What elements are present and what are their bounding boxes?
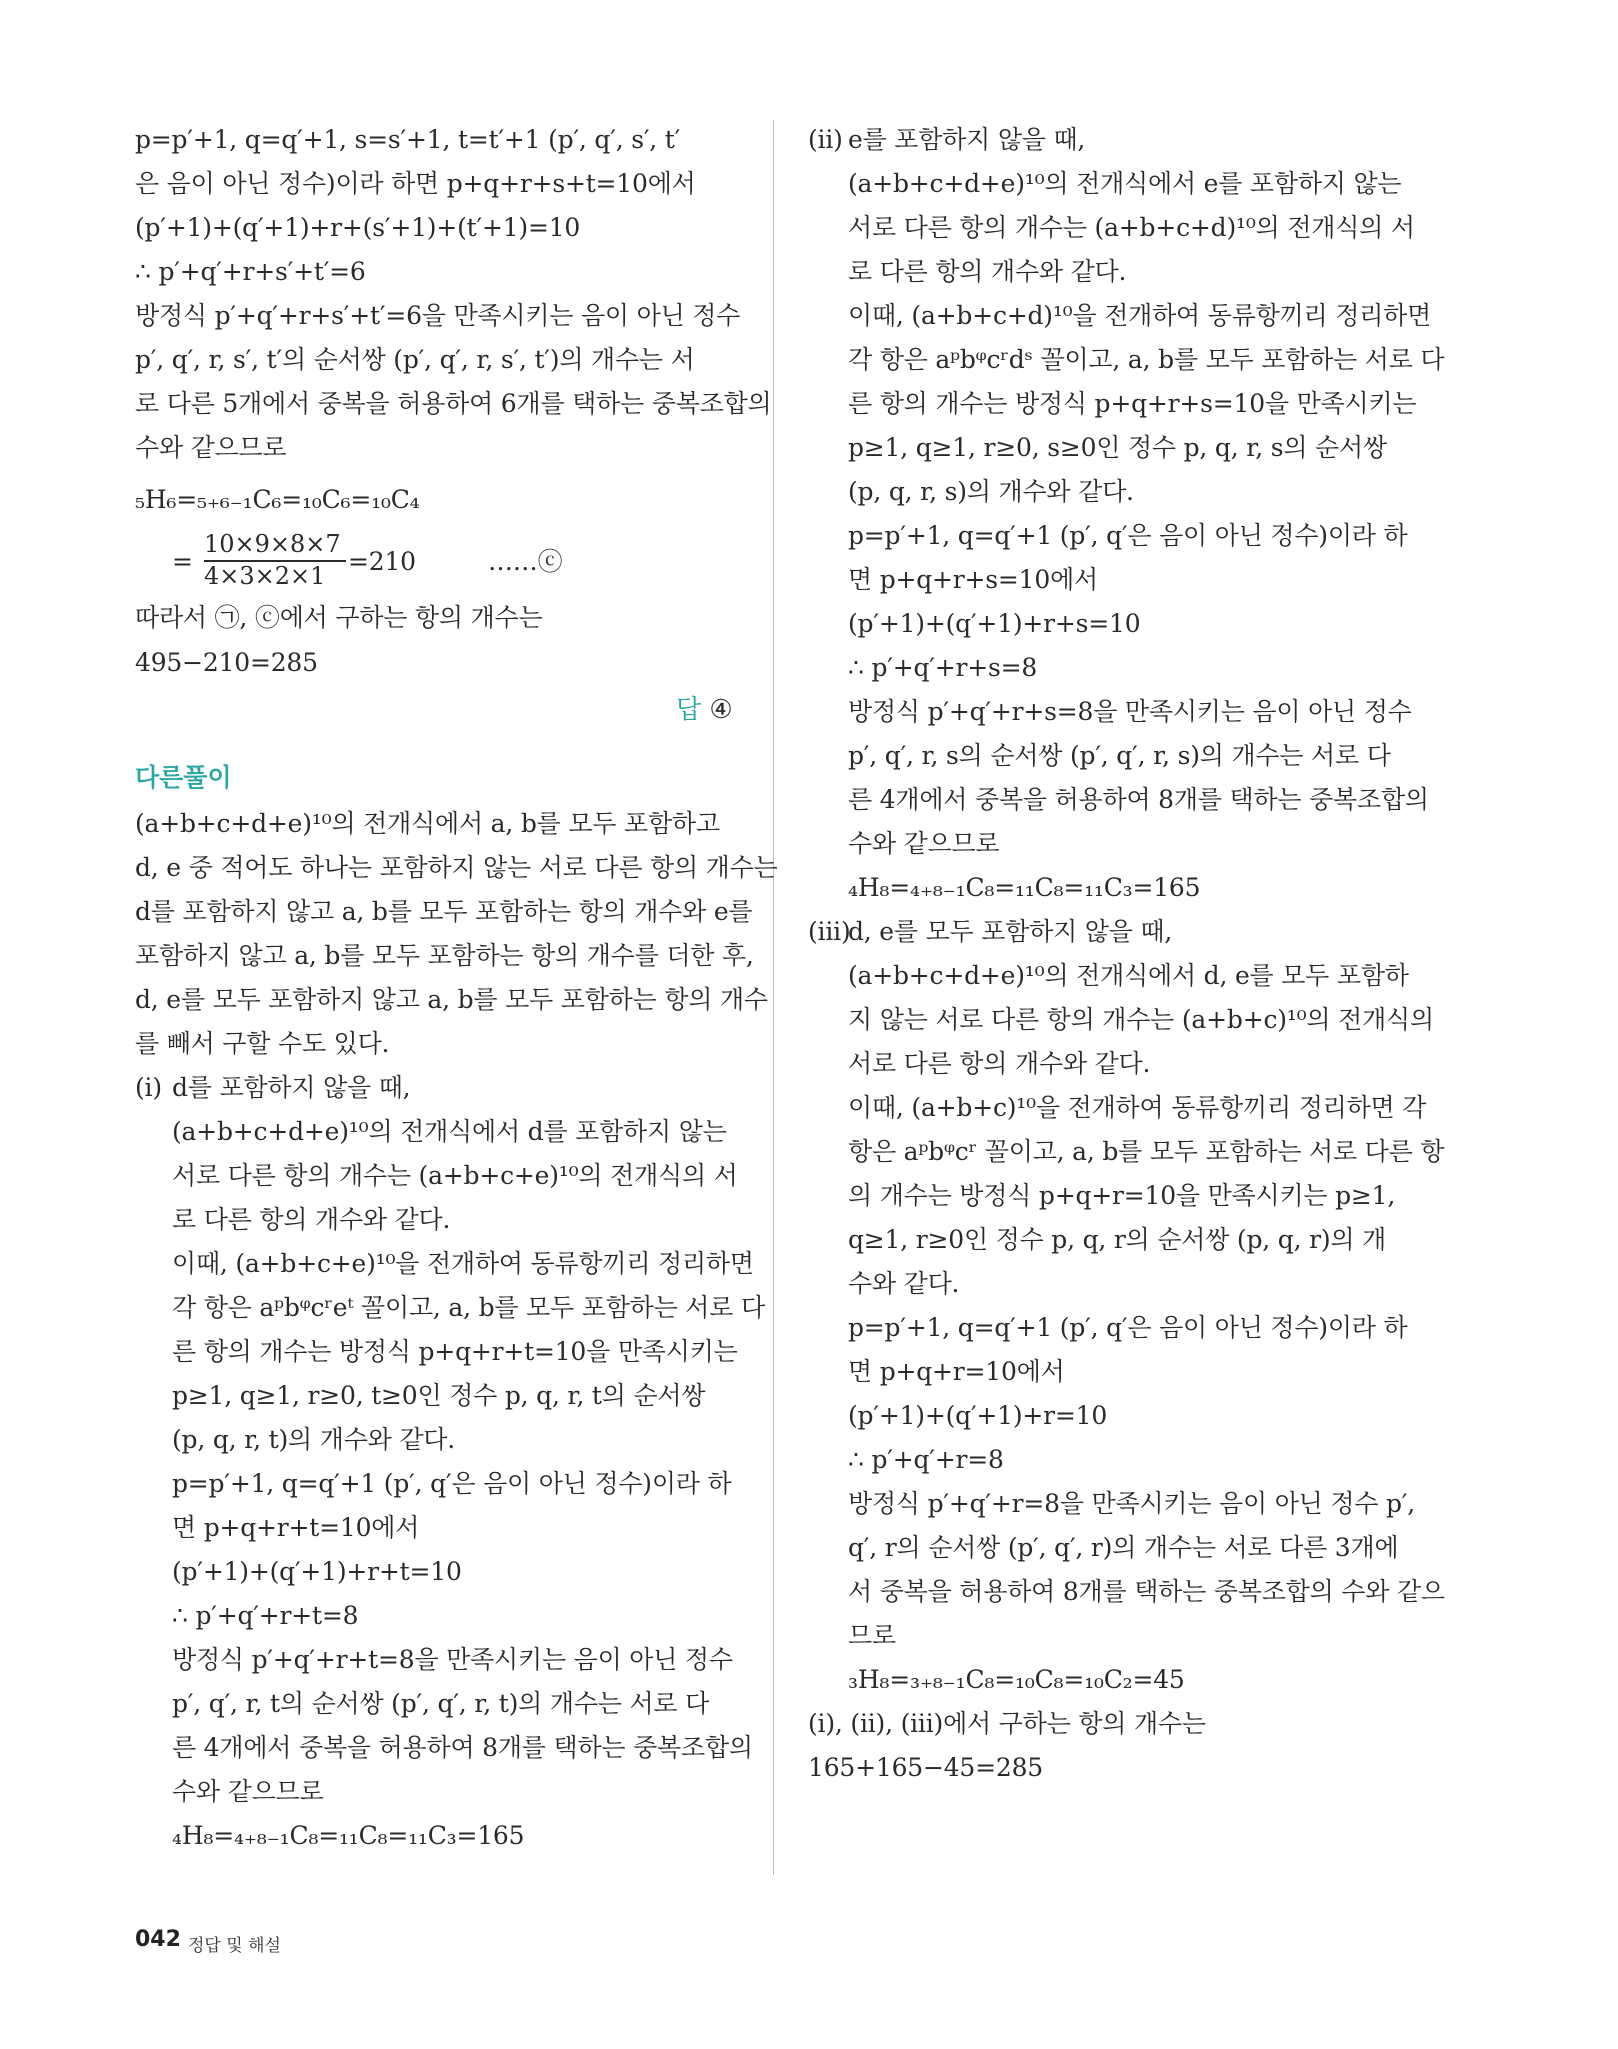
- text-line: (p, q, r, s)의 개수와 같다.: [848, 477, 1134, 506]
- text-line: 수와 같으므로: [135, 433, 287, 462]
- text-line: 이때, (a+b+c)¹⁰을 전개하여 동류항끼리 정리하면 각: [848, 1093, 1427, 1122]
- formula-line: ₃H₈=₃₊₈₋₁C₈=₁₀C₈=₁₀C₂=45: [848, 1665, 1185, 1694]
- text-line: 로 다른 항의 개수와 같다.: [172, 1205, 451, 1234]
- fraction: [204, 530, 346, 592]
- fraction-numerator: 10×9×8×7: [204, 530, 341, 558]
- text-line: p=p′+1, q=q′+1 (p′, q′은 음이 아닌 정수)이라 하: [848, 1313, 1408, 1342]
- text-line: p=p′+1, q=q′+1 (p′, q′은 음이 아닌 정수)이라 하: [172, 1469, 732, 1498]
- formula-line: ₅H₆=₅₊₆₋₁C₆=₁₀C₆=₁₀C₄: [135, 485, 420, 514]
- text-line: (a+b+c+d+e)¹⁰의 전개식에서 d, e를 모두 포함하: [848, 961, 1409, 990]
- text-line: 항은 aᵖbᵠcʳ 꼴이고, a, b를 모두 포함하는 서로 다른 항: [848, 1137, 1445, 1166]
- text-line: 른 항의 개수는 방정식 p+q+r+s=10을 만족시키는: [848, 389, 1417, 418]
- text-line: 므로: [848, 1621, 896, 1650]
- text-line: 수와 같다.: [848, 1269, 960, 1298]
- text-line: 방정식 p′+q′+r=8을 만족시키는 음이 아닌 정수 p′,: [848, 1489, 1416, 1518]
- page-number: 042: [135, 1927, 181, 1952]
- text-line: 를 빼서 구할 수도 있다.: [135, 1029, 390, 1058]
- text-line: 서로 다른 항의 개수와 같다.: [848, 1049, 1151, 1078]
- text-line: 따라서 ㉠, ⓒ에서 구하는 항의 개수는: [135, 603, 543, 632]
- text-line: 른 4개에서 중복을 허용하여 8개를 택하는 중복조합의: [172, 1733, 753, 1762]
- text-line: ∴ p′+q′+r+t=8: [172, 1601, 359, 1630]
- fraction-eq-prefix: =: [172, 547, 193, 576]
- answer-value: ④: [709, 695, 733, 725]
- answer: [676, 692, 733, 728]
- text-line: 165+165−45=285: [808, 1753, 1044, 1782]
- text-line: q′, r의 순서쌍 (p′, q′, r)의 개수는 서로 다른 3개에: [848, 1533, 1399, 1562]
- text-line: d, e를 모두 포함하지 않고 a, b를 모두 포함하는 항의 개수: [135, 985, 768, 1014]
- text-line: 수와 같으므로: [172, 1777, 324, 1806]
- text-line: 로 다른 항의 개수와 같다.: [848, 257, 1127, 286]
- text-line: (p′+1)+(q′+1)+r+s=10: [848, 609, 1141, 638]
- text-line: 각 항은 aᵖbᵠcʳeᵗ 꼴이고, a, b를 모두 포함하는 서로 다: [172, 1293, 765, 1322]
- text-line: 이때, (a+b+c+e)¹⁰을 전개하여 동류항끼리 정리하면: [172, 1249, 754, 1278]
- text-line: (a+b+c+d+e)¹⁰의 전개식에서 e를 포함하지 않는: [848, 169, 1402, 198]
- fraction-denominator: 4×3×2×1: [204, 562, 326, 590]
- text-line: (p′+1)+(q′+1)+r=10: [848, 1401, 1108, 1430]
- text-line: 방정식 p′+q′+r+s′+t′=6을 만족시키는 음이 아닌 정수: [135, 301, 741, 330]
- case-title: d, e를 모두 포함하지 않을 때,: [848, 917, 1173, 946]
- case-title: d를 포함하지 않을 때,: [172, 1073, 411, 1102]
- text-line: 495−210=285: [135, 648, 318, 677]
- text-line: 지 않는 서로 다른 항의 개수는 (a+b+c)¹⁰의 전개식의: [848, 1005, 1434, 1034]
- equation-marker: ……ⓒ: [488, 547, 563, 576]
- formula-line: ₄H₈=₄₊₈₋₁C₈=₁₁C₈=₁₁C₃=165: [172, 1821, 525, 1850]
- text-line: (p′+1)+(q′+1)+r+(s′+1)+(t′+1)=10: [135, 213, 581, 242]
- text-line: ∴ p′+q′+r=8: [848, 1445, 1004, 1474]
- text-line: 각 항은 aᵖbᵠcʳdˢ 꼴이고, a, b를 모두 포함하는 서로 다: [848, 345, 1445, 374]
- text-line: 면 p+q+r+s=10에서: [848, 565, 1098, 594]
- text-line: (p′+1)+(q′+1)+r+t=10: [172, 1557, 462, 1586]
- text-line: p′, q′, r, t의 순서쌍 (p′, q′, r, t)의 개수는 서로 다: [172, 1689, 710, 1718]
- footer-label: 정답 및 해설: [188, 1936, 281, 1956]
- text-line: d를 포함하지 않고 a, b를 모두 포함하는 항의 개수와 e를: [135, 897, 753, 926]
- text-line: (p, q, r, t)의 개수와 같다.: [172, 1425, 455, 1454]
- text-line: 수와 같으므로: [848, 829, 1000, 858]
- text-line: (a+b+c+d+e)¹⁰의 전개식에서 d를 포함하지 않는: [172, 1117, 727, 1146]
- text-line: p′, q′, r, s의 순서쌍 (p′, q′, r, s)의 개수는 서로 다: [848, 741, 1391, 770]
- column-divider: [773, 120, 774, 1875]
- alt-solution-title: 다른풀이: [135, 763, 232, 792]
- answer-label: 답: [676, 695, 702, 725]
- text-line: 로 다른 5개에서 중복을 허용하여 6개를 택하는 중복조합의: [135, 389, 772, 418]
- case-label: (iii): [808, 917, 851, 946]
- text-line: 른 항의 개수는 방정식 p+q+r+t=10을 만족시키는: [172, 1337, 738, 1366]
- case-label: (ii): [808, 125, 843, 154]
- text-line: ∴ p′+q′+r+s′+t′=6: [135, 257, 366, 286]
- text-line: p′, q′, r, s′, t′의 순서쌍 (p′, q′, r, s′, t′)의 개수는 서: [135, 345, 695, 374]
- text-line: 의 개수는 방정식 p+q+r=10을 만족시키는 p≥1,: [848, 1181, 1396, 1210]
- formula-line: ₄H₈=₄₊₈₋₁C₈=₁₁C₈=₁₁C₃=165: [848, 873, 1201, 902]
- fraction-result: =210: [348, 547, 416, 576]
- text-line: 이때, (a+b+c+d)¹⁰을 전개하여 동류항끼리 정리하면: [848, 301, 1432, 330]
- text-line: 서로 다른 항의 개수는 (a+b+c+d)¹⁰의 전개식의 서: [848, 213, 1415, 242]
- text-line: 서로 다른 항의 개수는 (a+b+c+e)¹⁰의 전개식의 서: [172, 1161, 738, 1190]
- text-line: 포함하지 않고 a, b를 모두 포함하는 항의 개수를 더한 후,: [135, 941, 754, 970]
- text-line: p≥1, q≥1, r≥0, s≥0인 정수 p, q, r, s의 순서쌍: [848, 433, 1387, 462]
- text-line: 은 음이 아닌 정수)이라 하면 p+q+r+s+t=10에서: [135, 169, 696, 198]
- text-line: 방정식 p′+q′+r+s=8을 만족시키는 음이 아닌 정수: [848, 697, 1412, 726]
- text-line: q≥1, r≥0인 정수 p, q, r의 순서쌍 (p, q, r)의 개: [848, 1225, 1387, 1254]
- text-line: p≥1, q≥1, r≥0, t≥0인 정수 p, q, r, t의 순서쌍: [172, 1381, 706, 1410]
- text-line: p=p′+1, q=q′+1, s=s′+1, t=t′+1 (p′, q′, s′, t′: [135, 125, 681, 154]
- text-line: (a+b+c+d+e)¹⁰의 전개식에서 a, b를 모두 포함하고: [135, 809, 720, 838]
- text-line: 른 4개에서 중복을 허용하여 8개를 택하는 중복조합의: [848, 785, 1429, 814]
- case-label: (i): [135, 1073, 162, 1102]
- text-line: (i), (ii), (iii)에서 구하는 항의 개수는: [808, 1709, 1206, 1738]
- text-line: 면 p+q+r+t=10에서: [172, 1513, 420, 1542]
- case-title: e를 포함하지 않을 때,: [848, 125, 1086, 154]
- text-line: 면 p+q+r=10에서: [848, 1357, 1065, 1386]
- text-line: d, e 중 적어도 하나는 포함하지 않는 서로 다른 항의 개수는: [135, 853, 778, 882]
- text-line: p=p′+1, q=q′+1 (p′, q′은 음이 아닌 정수)이라 하: [848, 521, 1408, 550]
- text-line: 서 중복을 허용하여 8개를 택하는 중복조합의 수와 같으: [848, 1577, 1445, 1606]
- text-line: 방정식 p′+q′+r+t=8을 만족시키는 음이 아닌 정수: [172, 1645, 733, 1674]
- text-line: ∴ p′+q′+r+s=8: [848, 653, 1038, 682]
